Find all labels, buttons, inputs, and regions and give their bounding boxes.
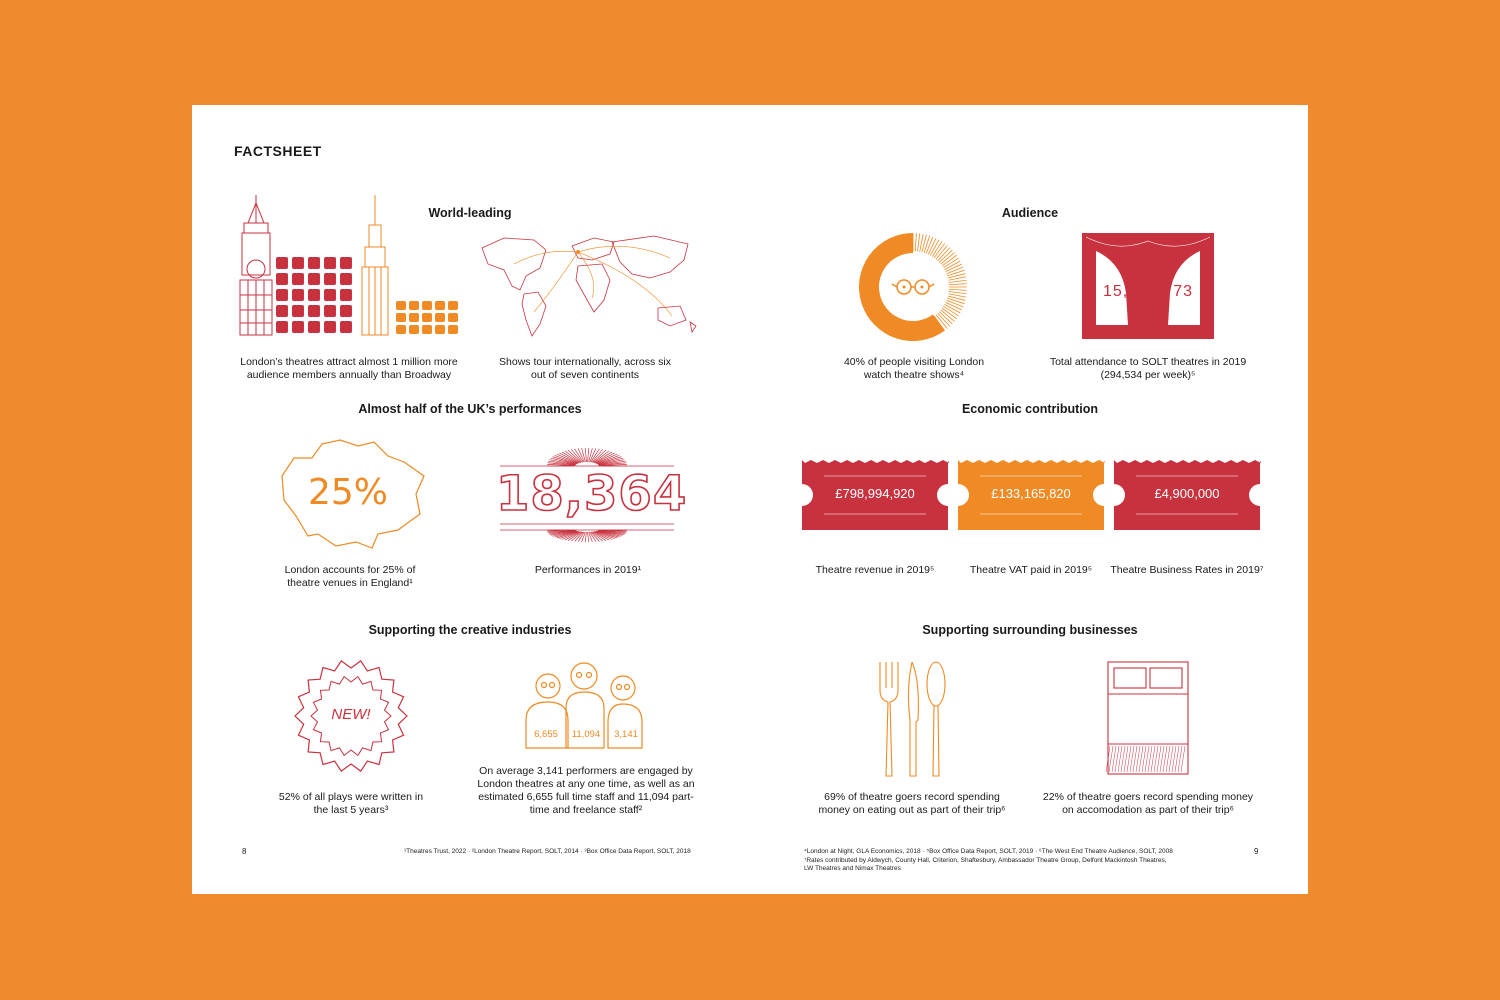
caption-rates: Theatre Business Rates in 2019⁷ [1110, 564, 1264, 576]
attendance-value: 15,315,773 [1102, 283, 1194, 300]
seat-orange [448, 325, 458, 334]
staff-value-performers: 3,141 [614, 729, 638, 740]
seat-red [292, 321, 304, 333]
seat-red [308, 289, 320, 301]
caption-revenue: Theatre revenue in 2019⁵ [815, 564, 935, 576]
bed-icon [1106, 660, 1190, 776]
seat-orange [396, 313, 406, 322]
new-badge-text: NEW! [331, 706, 371, 723]
caption-attendance: Total attendance to SOLT theatres in 2019 (294,534 per week)⁵ [1049, 356, 1247, 381]
world-map-illustration [474, 228, 700, 340]
seat-orange [435, 301, 445, 310]
ticket-value-rates: £4,900,000 [1154, 486, 1220, 501]
page-number-right: 9 [1254, 847, 1259, 856]
seat-red [324, 257, 336, 269]
seat-red [308, 321, 320, 333]
seat-red [276, 305, 288, 317]
seat-red [308, 305, 320, 317]
seat-orange [396, 325, 406, 334]
caption-eating: 69% of theatre goers record spending money on eating out as part of their trip⁶ [818, 791, 1006, 816]
footnote-right-1: ⁴London at Night, GLA Economics, 2018 · ⁵Box Office Data Report, SOLT, 2019 · ⁶The West End Theatre Audience, SOLT, 2008 [804, 848, 1173, 855]
seat-red [276, 257, 288, 269]
caption-performances: Performances in 2019¹ [534, 564, 642, 576]
footnote-left: ¹Theatres Trust, 2022 · ²London Theatre Report, SOLT, 2014 · ³Box Office Data Report, SOLT, 2018 [404, 848, 691, 855]
seat-orange [448, 301, 458, 310]
heading-creative: Supporting the creative industries [368, 623, 572, 637]
staff-value-fulltime: 6,655 [534, 729, 558, 740]
staff-value-parttime: 11,094 [571, 729, 601, 740]
footnote-right-2: ⁷Rates contributed by Aldwych, County Hall, Criterion, Shaftesbury, Ambassador Theatre Group, Delfont Mackintosh Theatres, [804, 856, 1167, 864]
seat-red [324, 289, 336, 301]
seat-red [340, 289, 352, 301]
page-title: FACTSHEET [234, 143, 322, 159]
tour-route-lines [514, 246, 672, 316]
seat-orange [409, 301, 419, 310]
venues-share-value: 25% [307, 472, 388, 513]
seat-red [276, 289, 288, 301]
heading-economic: Economic contribution [961, 402, 1099, 416]
seat-orange [422, 325, 432, 334]
cutlery-icon [876, 660, 948, 778]
seat-red [324, 321, 336, 333]
seat-orange [409, 325, 419, 334]
seat-orange [422, 301, 432, 310]
heading-world-leading: World-leading [428, 206, 512, 220]
seat-red [292, 289, 304, 301]
seat-red [340, 305, 352, 317]
page-number-left: 8 [242, 847, 247, 856]
caption-venues: London accounts for 25% of theatre venues in England¹ [284, 564, 416, 589]
caption-plays: 52% of all plays were written in the last 5 years³ [278, 791, 424, 816]
performances-count-value: 18,364 [496, 466, 688, 522]
caption-broadway: London’s theatres attract almost 1 million more audience members annually than Broadway [240, 356, 458, 381]
caption-accommodation: 22% of theatre goers record spending money on accomodation as part of their trip⁶ [1042, 791, 1254, 816]
seat-red [276, 273, 288, 285]
ticket-value-revenue: £798,994,920 [835, 486, 915, 501]
footnote-right-3: LW Theatres and Nimax Theatres [804, 865, 901, 872]
visitor-share-donut [858, 232, 968, 342]
seat-red [340, 257, 352, 269]
seat-red [324, 305, 336, 317]
caption-visitors: 40% of people visiting London watch theatre shows⁴ [843, 356, 985, 381]
glasses-icon [892, 280, 934, 294]
seat-red [292, 305, 304, 317]
caption-tour: Shows tour internationally, across six out of seven continents [499, 356, 671, 381]
seat-orange [435, 325, 445, 334]
seat-red [324, 273, 336, 285]
seat-red [276, 321, 288, 333]
seat-red [292, 273, 304, 285]
caption-staff: On average 3,141 performers are engaged by London theatres at any one time, as well as an estimated 6,655 full time staff and 11,094 part-time and freelance staff² [477, 765, 695, 816]
seat-red [308, 257, 320, 269]
heading-businesses: Supporting surrounding businesses [922, 623, 1138, 637]
caption-vat: Theatre VAT paid in 2019⁵ [969, 564, 1093, 576]
seat-orange [422, 313, 432, 322]
heading-audience: Audience [1001, 206, 1059, 220]
seat-red [292, 257, 304, 269]
seat-orange [396, 301, 406, 310]
seat-red [308, 273, 320, 285]
ticket-value-vat: £133,165,820 [991, 486, 1071, 501]
seat-red [340, 321, 352, 333]
seat-orange [409, 313, 419, 322]
seat-red [340, 273, 352, 285]
london-broadway-illustration [238, 195, 460, 340]
seat-orange [435, 313, 445, 322]
seat-orange [448, 313, 458, 322]
heading-performances: Almost half of the UK’s performances [358, 402, 582, 416]
